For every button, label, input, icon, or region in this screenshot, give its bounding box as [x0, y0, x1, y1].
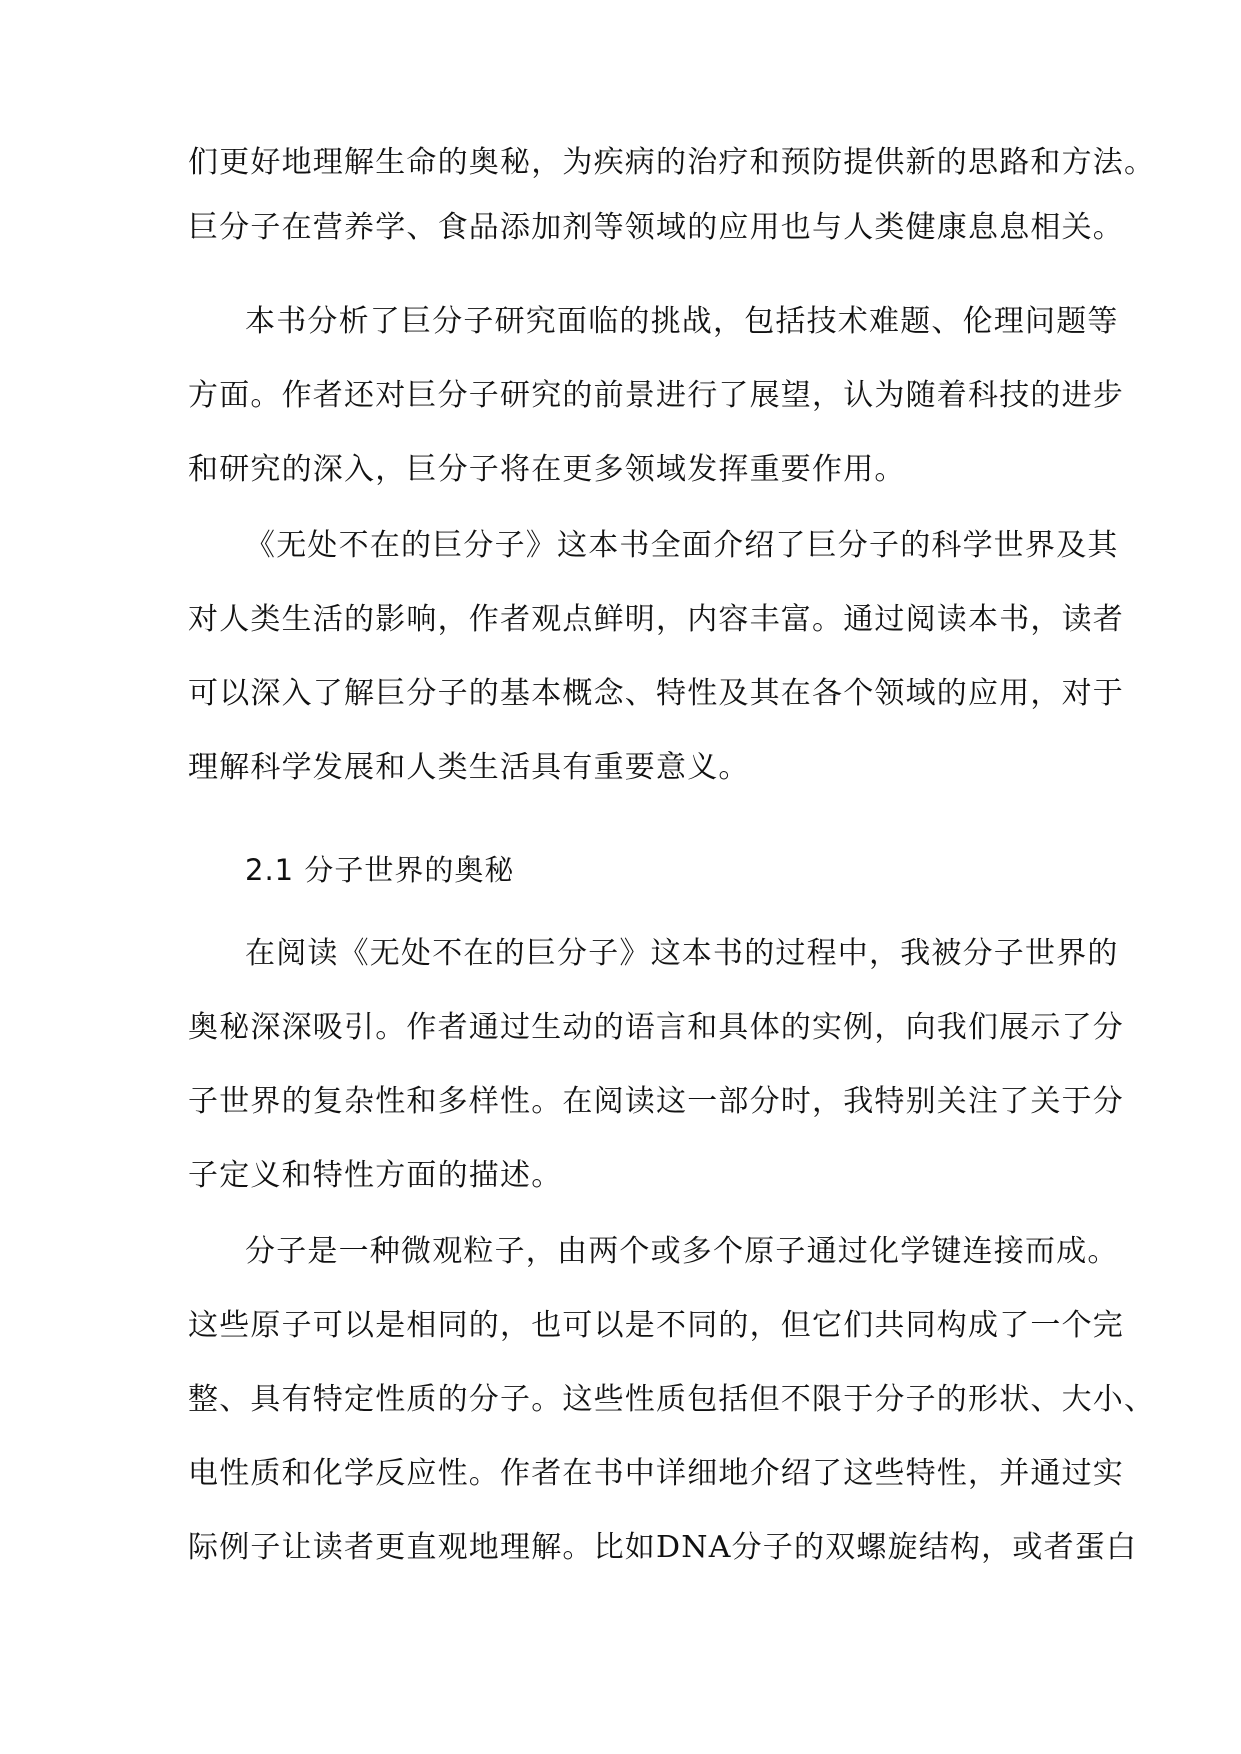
paragraph-line: 际例子让读者更直观地理解。比如DNA分子的双螺旋结构，或者蛋白	[188, 1530, 1138, 1565]
paragraph-line: 方面。作者还对巨分子研究的前景进行了展望，认为随着科技的进步	[188, 378, 1124, 413]
paragraph-line: 和研究的深入，巨分子将在更多领域发挥重要作用。	[188, 452, 906, 487]
paragraph-line: 奥秘深深吸引。作者通过生动的语言和具体的实例，向我们展示了分	[188, 1010, 1124, 1045]
paragraph-line: 这些原子可以是相同的，也可以是不同的，但它们共同构成了一个完	[188, 1308, 1124, 1343]
paragraph-line: 们更好地理解生命的奥秘，为疾病的治疗和预防提供新的思路和方法。	[188, 145, 1156, 180]
paragraph-line: 在阅读《无处不在的巨分子》这本书的过程中，我被分子世界的	[245, 936, 1119, 971]
paragraph-line: 《无处不在的巨分子》这本书全面介绍了巨分子的科学世界及其	[245, 528, 1119, 563]
paragraph-line: 可以深入了解巨分子的基本概念、特性及其在各个领域的应用，对于	[188, 676, 1124, 711]
paragraph-line: 对人类生活的影响，作者观点鲜明，内容丰富。通过阅读本书，读者	[188, 602, 1124, 637]
paragraph-line: 电性质和化学反应性。作者在书中详细地介绍了这些特性，并通过实	[188, 1456, 1124, 1491]
paragraph-line: 子世界的复杂性和多样性。在阅读这一部分时，我特别关注了关于分	[188, 1084, 1124, 1119]
paragraph-line: 本书分析了巨分子研究面临的挑战，包括技术难题、伦理问题等	[245, 304, 1119, 339]
section-heading: 2.1 分子世界的奥秘	[245, 853, 515, 887]
paragraph-line: 分子是一种微观粒子，由两个或多个原子通过化学键连接而成。	[245, 1234, 1119, 1269]
paragraph-line: 子定义和特性方面的描述。	[188, 1158, 563, 1193]
paragraph-line: 巨分子在营养学、食品添加剂等领域的应用也与人类健康息息相关。	[188, 210, 1124, 245]
paragraph-line: 理解科学发展和人类生活具有重要意义。	[188, 750, 750, 785]
paragraph-line: 整、具有特定性质的分子。这些性质包括但不限于分子的形状、大小、	[188, 1382, 1156, 1417]
